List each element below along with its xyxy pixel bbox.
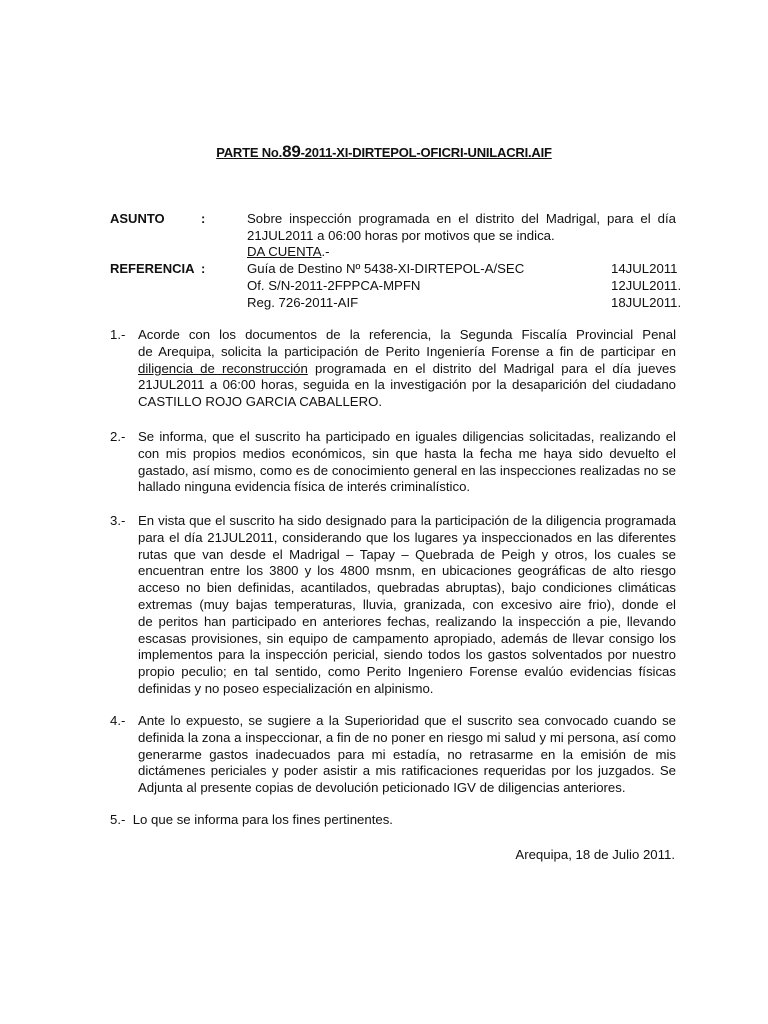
- paragraph-line: definidas y no poseo especialización en alpinismo.: [138, 680, 434, 696]
- paragraph-line: de Arequipa, solicita la participación de Perito Ingeniería Forense a fin de participar en: [138, 343, 676, 359]
- paragraph-number: 1.-: [110, 327, 126, 342]
- paragraph-line: implementos para la inspección pericial, siendo todos los gastos solventados por nuestro: [138, 647, 676, 663]
- asunto-label: ASUNTO: [110, 211, 165, 226]
- paragraph-number: 4.-: [110, 713, 126, 728]
- asunto-line-2: 21JUL2011 a 06:00 horas por motivos que se indica.: [247, 228, 555, 243]
- paragraph-line: para el día 21JUL2011, considerando que los lugares ya inspeccionados en las diferentes: [138, 529, 676, 545]
- paragraph-line: CASTILLO ROJO GARCIA CABALLERO.: [138, 394, 383, 410]
- referencia-date: 18JUL2011.: [611, 295, 682, 310]
- paragraph-number: 3.-: [110, 513, 126, 528]
- paragraph-5: [110, 812, 393, 829]
- paragraph-line: En vista que el suscrito ha sido designado para la participación de la diligencia programada: [138, 513, 676, 528]
- closing-text: Lo que se informa para los fines pertinentes.: [132, 812, 393, 827]
- paragraph-line: acceso no bien definidas, acantilados, quebradas abruptas), bajo condiciones climáticas: [138, 580, 676, 596]
- paragraph-line-rest: programada en el distrito del Madrigal para el día jueves: [315, 360, 676, 376]
- title-suffix: -2011-XI-DIRTEPOL-OFICRI-UNILACRI.AIF: [300, 145, 552, 160]
- paragraph-line: 21JUL2011 a 06:00 horas, seguida en la investigación por la desaparición del ciudadano: [138, 377, 676, 393]
- referencia-item: Reg. 726-2011-AIF: [247, 295, 359, 310]
- paragraph-line: Se informa, que el suscrito ha participado en iguales diligencias solicitadas, realizando el: [138, 429, 676, 444]
- paragraph-line: hallado ninguna evidencia física de interés criminalístico.: [138, 479, 471, 495]
- paragraph-number: 2.-: [110, 429, 126, 444]
- referencia-item: Guía de Destino Nº 5438-XI-DIRTEPOL-A/SEC: [247, 261, 525, 276]
- da-cuenta-suffix: .-: [321, 244, 330, 259]
- document-title: [0, 142, 768, 162]
- paragraph-line: Acorde con los documentos de la referencia, la Segunda Fiscalía Provincial Penal: [138, 327, 676, 342]
- referencia-label: REFERENCIA: [110, 261, 195, 276]
- paragraph-line: extremas (muy bajas temperaturas, lluvia, granizada, con excesivo aire frio), donde el: [138, 596, 676, 612]
- paragraph-line: generarme gastos inadecuados para mi estadía, no retrasarme en la emisión de mis: [138, 746, 676, 762]
- place-date-signoff: Arequipa, 18 de Julio 2011.: [515, 847, 675, 862]
- paragraph-line: rutas que van desde el Madrigal – Tapay – Quebrada de Peigh y otros, los cuales se: [138, 546, 676, 562]
- paragraph-line-mixed: [138, 361, 676, 378]
- da-cuenta: [247, 244, 330, 261]
- referencia-date: 14JUL2011: [611, 261, 678, 276]
- paragraph-number: 5.-: [110, 812, 126, 827]
- paragraph-line: de peritos han participado en anteriores fechas, realizando la inspección a pie, llevando: [138, 613, 676, 629]
- da-cuenta-text: DA CUENTA: [247, 244, 322, 259]
- underlined-phrase: diligencia de reconstrucción: [138, 360, 308, 376]
- title-prefix: PARTE No.: [216, 145, 283, 160]
- paragraph-line: definida la zona a inspeccionar, a fin de no poner en riesgo mi salud y mi persona, así como: [138, 729, 676, 745]
- paragraph-line: gastado, así mismo, como es de conocimiento general en las inspecciones realizadas no se: [138, 462, 676, 478]
- referencia-date: 12JUL2011.: [611, 278, 682, 293]
- asunto-colon: :: [201, 211, 206, 226]
- asunto-line-1: Sobre inspección programada en el distrito del Madrigal, para el día: [247, 211, 676, 226]
- referencia-item: Of. S/N-2011-2FPPCA-MPFN: [247, 278, 421, 293]
- title-number: 89: [282, 142, 301, 161]
- paragraph-line: dictámenes periciales y poder asistir a mis ratificaciones requeridas por los juzgados. Se: [138, 763, 676, 779]
- paragraph-line: encuentran entre los 3800 y los 4800 msnm, en ubicaciones geográficas de alto riesgo: [138, 563, 676, 579]
- paragraph-line: con mis propios medios económicos, sin que hasta la fecha me haya sido devuelto el: [138, 445, 676, 461]
- paragraph-line: propio peculio; en tal sentido, como Perito Ingeniero Forense evalúo evidencias físicas: [138, 664, 676, 680]
- paragraph-line: Adjunta al presente copias de devolución peticionado IGV de diligencias anteriores.: [138, 780, 626, 796]
- paragraph-line: Ante lo expuesto, se sugiere a la Superioridad que el suscrito sea convocado cuando se: [138, 713, 676, 728]
- paragraph-line: escasas provisiones, sin equipo de campamento apropiado, además de llevar consigo los: [138, 630, 676, 646]
- referencia-colon: :: [201, 261, 206, 276]
